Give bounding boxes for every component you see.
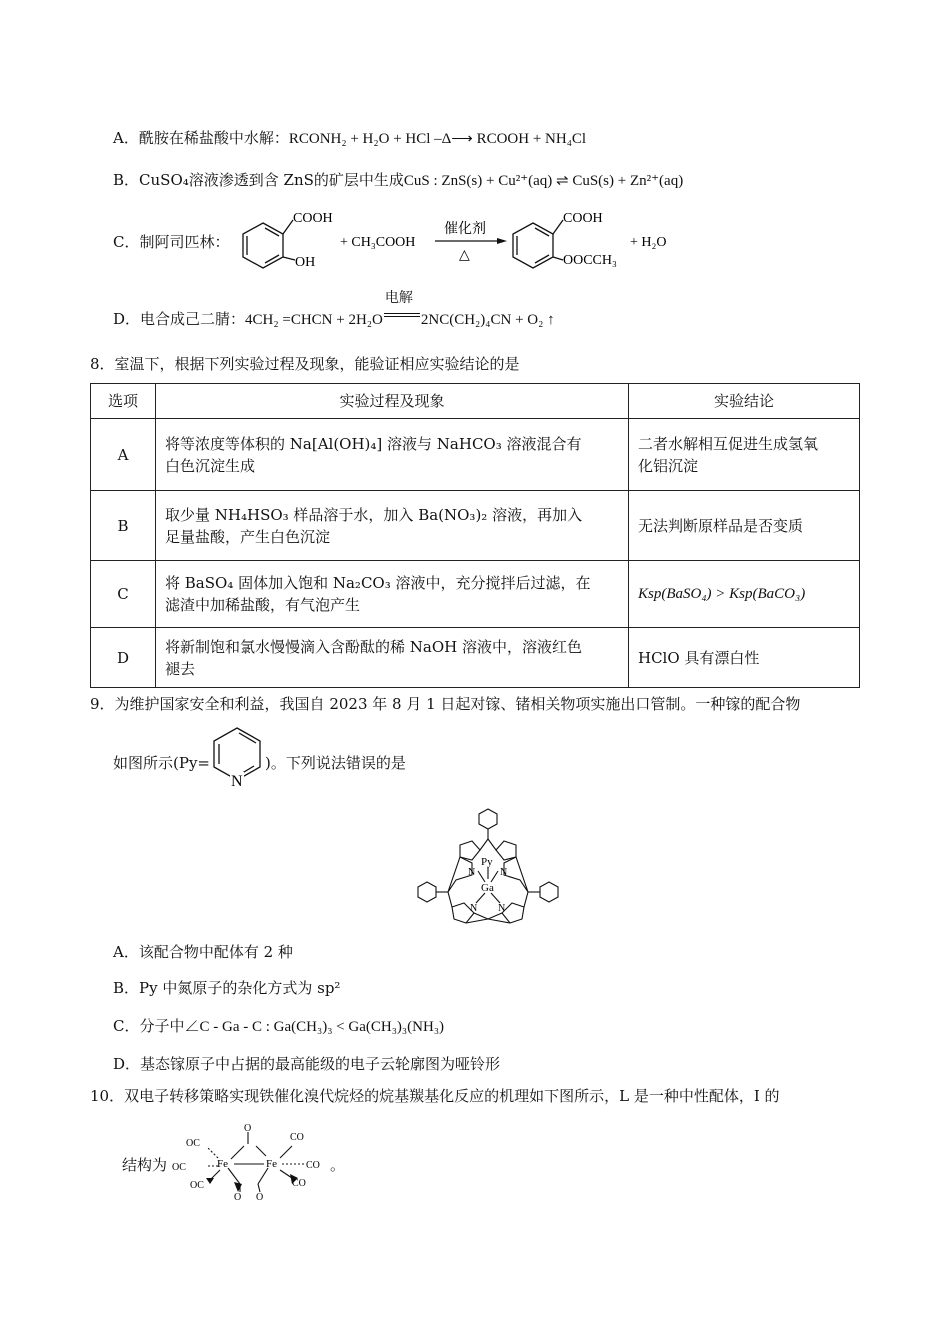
option-label: D． <box>113 1055 141 1073</box>
carbonyl-label: OC <box>186 1138 200 1149</box>
conclusion-cell: Ksp(BaSO₄) > Ksp(BaCO₃) <box>629 561 860 628</box>
carbonyl-label: CO <box>290 1132 304 1143</box>
q7-option-c <box>113 232 230 252</box>
substituent-label: OH <box>295 255 316 270</box>
nitrogen-label: N <box>468 867 476 878</box>
q7-option-a <box>113 128 586 149</box>
option-cell: A <box>91 419 156 491</box>
q7-option-d <box>113 290 555 330</box>
catalyst-label: 催化剂 <box>444 222 486 237</box>
process-cell <box>156 628 629 688</box>
oxygen-label: O <box>234 1192 242 1203</box>
option-text: 制阿司匹林： <box>139 233 230 251</box>
oxygen-label: O <box>244 1123 252 1134</box>
q9-stem: 9．为维护国家安全和利益，我国自 2023 年 8 月 1 日起对镓、锗相关物项实施出口管制。一种镓的配合物 <box>90 695 801 713</box>
option-label: D． <box>113 310 141 328</box>
cell-line: 滤渣中加稀盐酸，有气泡产生 <box>165 596 361 614</box>
cell-line: 将新制饱和氯水慢慢滴入含酚酞的稀 NaOH 溶液中，溶液红色 <box>165 637 582 656</box>
conclusion-cell: HClO 具有漂白性 <box>629 628 860 688</box>
iron-label: Fe <box>217 1158 228 1170</box>
gallium-porphyrin-structure <box>400 805 575 940</box>
header-cell: 选项 <box>91 384 156 419</box>
stem-text: 如图所示(Py= <box>113 754 210 772</box>
heat-label: △ <box>459 248 470 263</box>
substituent-label: OOCCH₃ <box>563 253 617 268</box>
option-label: C． <box>113 1017 140 1035</box>
q9-option-b <box>113 978 340 998</box>
electrolysis-condition <box>383 290 421 324</box>
q8-table <box>90 383 860 688</box>
option-label: B． <box>113 171 140 189</box>
equation-right: 2NC(CH₂)₄CN + O₂ ↑ <box>420 312 555 328</box>
aspirin-structure <box>513 220 563 268</box>
carbonyl-label: OC <box>172 1162 186 1173</box>
reagent-label: + H₂O <box>630 235 667 250</box>
pyridine-structure <box>208 722 266 788</box>
q10-struct-post: 。 <box>330 1156 346 1174</box>
q8-stem: 8．室温下，根据下列实验过程及现象，能验证相应实验结论的是 <box>90 355 520 373</box>
option-cell: C <box>91 561 156 628</box>
option-text: Py 中氮原子的杂化方式为 sp² <box>139 979 341 997</box>
table-row <box>91 628 860 688</box>
reagent-label: + CH₃COOH <box>340 235 416 250</box>
process-cell <box>156 419 629 491</box>
cell-line: 褪去 <box>165 659 196 678</box>
conclusion-cell: 无法判断原样品是否变质 <box>629 491 860 561</box>
aspirin-synthesis-scheme <box>235 200 695 275</box>
ligand-label: Py <box>481 856 493 868</box>
conclusion-cell <box>629 419 860 491</box>
header-cell: 实验结论 <box>629 384 860 419</box>
equation: RCONH₂ + H₂O + HCl –Δ⟶ RCOOH + NH₄Cl <box>288 131 587 147</box>
cell-line: 白色沉淀生成 <box>165 456 256 475</box>
header-cell: 实验过程及现象 <box>156 384 629 419</box>
option-label: B． <box>113 979 140 997</box>
cell-line: 将 BaSO₄ 固体加入饱和 Na₂CO₃ 溶液中，充分搅拌后过滤，在 <box>165 574 591 592</box>
q9-option-c <box>113 1016 444 1037</box>
equation: CuS : ZnS(s) + Cu²⁺(aq) ⇌ CuS(s) + Zn²⁺(aq) <box>403 173 684 189</box>
option-cell: B <box>91 491 156 561</box>
substituent-label: COOH <box>293 211 333 226</box>
option-text: 该配合物中配体有 2 种 <box>138 943 293 961</box>
carbonyl-label: CO <box>292 1178 306 1189</box>
condition-label: 电解 <box>384 290 413 306</box>
substituent-label: COOH <box>563 211 603 226</box>
cell-line: 将等浓度等体积的 Na[Al(OH)₄] 溶液与 NaHCO₃ 溶液混合有 <box>165 434 582 453</box>
nitrogen-label: N <box>470 903 478 914</box>
metal-label: Ga <box>481 882 494 894</box>
q10-struct-pre: 结构为 <box>122 1156 168 1174</box>
option-text: 酰胺在稀盐酸中水解： <box>138 129 289 147</box>
q9-option-d <box>113 1054 500 1074</box>
table-row <box>91 561 860 628</box>
equation-left: 4CH₂ =CHCN + 2H₂O <box>245 312 383 328</box>
cell-line: 化铝沉淀 <box>638 456 699 475</box>
iron-label: Fe <box>266 1158 277 1170</box>
q10-stem: 10．双电子转移策略实现铁催化溴代烷烃的烷基羰基化反应的机理如下图所示，L 是一种中性配体，Ⅰ 的 <box>90 1087 780 1105</box>
carbonyl-label: CO <box>306 1160 320 1171</box>
option-text: 电合成己二腈： <box>140 310 246 328</box>
option-label: A． <box>113 943 139 961</box>
option-label: A． <box>113 129 139 147</box>
process-cell <box>156 491 629 561</box>
oxygen-label: O <box>256 1192 264 1203</box>
cell-line: 二者水解相互促进生成氢氧 <box>638 434 819 453</box>
table-header-row <box>91 384 860 419</box>
cell-line: 取少量 NH₄HSO₃ 样品溶于水，加入 Ba(NO₃)₂ 溶液，再加入 <box>165 505 583 524</box>
table-row <box>91 491 860 561</box>
option-text: 基态镓原子中占据的最高能级的电子云轮廓图为哑铃形 <box>140 1055 501 1073</box>
option-text: 分子中∠C - Ga - C : Ga(CH₃)₃ < Ga(CH₃)₃(NH₃) <box>139 1019 445 1035</box>
salicylic-acid-structure <box>243 220 295 268</box>
diiron-carbonyl-structure <box>168 1122 346 1204</box>
option-text: CuSO₄溶液渗透到含 ZnS的矿层中生成 <box>139 171 404 189</box>
stem-text: )。下列说法错误的是 <box>265 754 406 772</box>
q9-option-a <box>113 942 293 962</box>
option-label: C． <box>113 233 140 251</box>
nitrogen-label: N <box>498 903 506 914</box>
carbonyl-label: OC <box>190 1180 204 1191</box>
cell-line: 足量盐酸，产生白色沉淀 <box>165 527 331 546</box>
option-cell: D <box>91 628 156 688</box>
nitrogen-label: N <box>500 867 508 878</box>
table-row <box>91 419 860 491</box>
q7-option-b <box>113 170 683 191</box>
nitrogen-label: N <box>231 773 243 788</box>
process-cell <box>156 561 629 628</box>
